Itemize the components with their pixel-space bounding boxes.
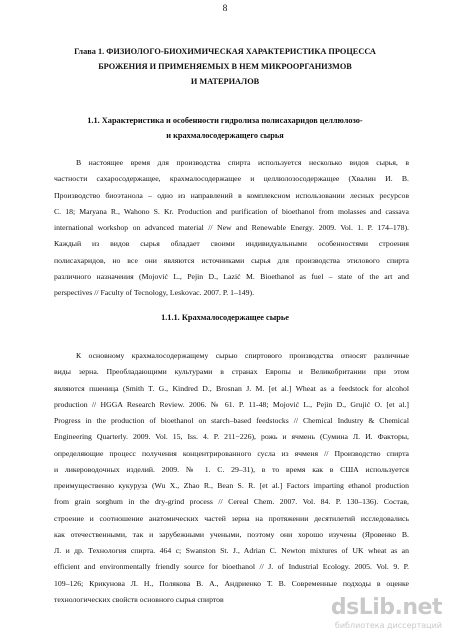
text-line: international workshop on advanced material // New and Renewable Energy. 2009. Vol. 1. P. 174–178).	[54, 223, 409, 232]
text-line: технологических свойств основного сырья спиртов	[54, 594, 224, 604]
section-title-line: 1.1. Характеристика и особенности гидролиза полисахаридов целлюлозо-	[87, 116, 363, 125]
text-line: С. 18; Maryana R., Wahono S. Kr. Production and purification of bioethanol from molasses and cassava	[54, 206, 409, 216]
chapter-title-line: БРОЖЕНИЯ И ПРИМЕНЯЕМЫХ В НЕМ МИКРООРГАНИЗМОВ	[98, 62, 352, 71]
text-line: Progress in the production of bioethanol on starch–based feedstocks // Chemical Industry & Chemical	[54, 416, 409, 425]
text-line: perspectives // Faculty of Tecnology, Leskovac. 2007. P. 1–149).	[54, 288, 255, 297]
text-line: production // HGGA Research Review. 2006. № 61. P. 11-48; Mojović L., Pejin D., Grujić O. [et al.]	[54, 399, 409, 409]
text-line: как отечественными, так и зарубежными учеными, поэтому они хорошо изучены (Яровенко В.	[54, 529, 409, 539]
watermark	[324, 595, 442, 633]
section-title-line: и крахмалосодержащего сырья	[166, 131, 284, 140]
text-line: преимущественно кукуруза (Wu X., Zhao R., Bean S. R. [et al.] Factors imparting ethanol production	[54, 481, 409, 490]
text-line: и ликероводочных изделий. 2009. № 1. С. 29–31), в то время как в США используется	[54, 464, 409, 474]
paragraph-1	[54, 155, 409, 301]
text-line: Каждый из видов сырья обладает своими индивидуальными особенностями строения	[54, 239, 409, 249]
text-line: виды зерна. Преобладающими культурами в странах Европы и Великобритании при этом	[54, 367, 409, 377]
text-line: В настоящее время для производства спирта используется несколько видов сырья, в	[76, 158, 409, 167]
text-line: строение и соотношение анатомических частей зерна на протяжении десятилетий исследовались	[54, 513, 409, 523]
chapter-title-line: И МАТЕРИАЛОВ	[190, 77, 260, 86]
text-line: Л. и др. Технология спирта. 464 с; Swanston St. J., Adrian C. Newton mixtures of UK wheat as an	[54, 546, 409, 555]
text-line: различного назначения (Mojović L., Pejin D., Lazić M. Bioethanol as fuel – state of the art and	[54, 271, 409, 281]
text-line: частности сахаросодержащее, крахмалосодержащее и целлюлозосодержащее (Хвалин И. В.	[54, 174, 409, 184]
subsection-title: 1.1.1. Крахмалосодержащее сырье	[161, 313, 289, 322]
page-number: 8	[222, 4, 228, 14]
watermark-logo: dsLib.net	[330, 595, 442, 620]
text-line: efficient and environmentally friendly source for bioethanol // J. of Industrial Ecology. 2005. Vol. 9. P.	[54, 562, 409, 572]
chapter-title	[20, 44, 430, 89]
text-line: from grain sorghum in the dry-grind process // Cereal Chem. 2007. Vol. 84. P. 130–136). Состав,	[54, 497, 409, 507]
text-line: определяющие процесс получения концентрированного сусла из ячменя // Производство спирта	[54, 448, 409, 458]
watermark-tagline: библиотека диссертаций	[334, 621, 442, 630]
text-line: полисахаридов, но все они являются источниками сырья для производства этилового спирта	[54, 255, 409, 265]
text-line: К основному крахмалосодержащему сырью спиртового производства относят различные	[76, 351, 409, 360]
chapter-title-line: Глава 1. ФИЗИОЛОГО-БИОХИМИЧЕСКАЯ ХАРАКТЕРИСТИКА ПРОЦЕССА	[74, 47, 376, 56]
text-line: 109–126; Крикунова Л. Н., Полякова В. А., Андриенко Т. В. Современные подходы в оценке	[54, 578, 409, 588]
text-line: Производство биоэтанола – одно из направлений в комплексном использовании лесных ресурсов	[54, 190, 409, 200]
text-line: являются пшеница (Smith T. G., Kindred D., Brosnan J. M. [et al.] Wheat as a feedstock for alcohol	[54, 383, 409, 393]
text-line: Engineering Quarterly. 2009. Vol. 15, Iss. 4. P. 211−226), рожь и ячмень (Сумина Л. И. Факторы,	[54, 432, 409, 442]
section-title	[40, 113, 410, 143]
paragraph-2	[54, 348, 409, 608]
